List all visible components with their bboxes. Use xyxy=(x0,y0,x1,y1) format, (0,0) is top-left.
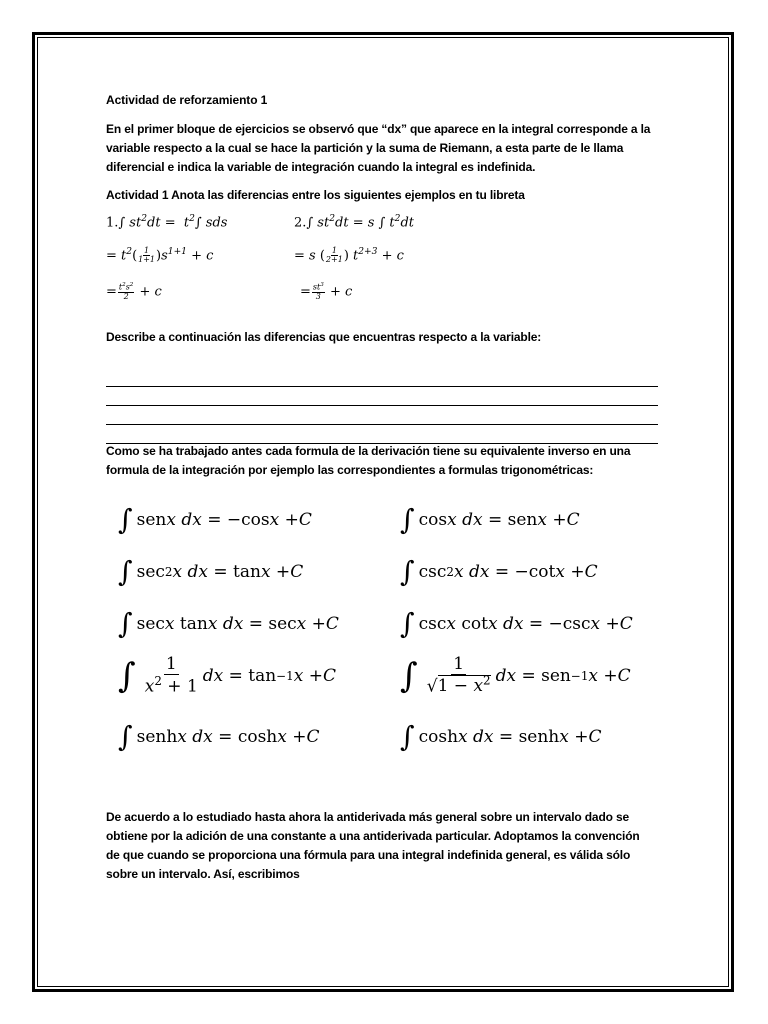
intro-line-3: diferencial e indica la variable de integración cuando la integral es indefinida. xyxy=(106,160,536,174)
formula-sec-tan: ∫ sec x tan x dx = sec x + C xyxy=(118,607,339,640)
formula-arctan: ∫ $\frac{1}{x^2 + 1}$ dx = tan −1 x + C xyxy=(118,654,337,697)
answer-lines xyxy=(106,368,658,444)
closing-line-4: sobre un intervalo. Así, escribimos xyxy=(106,867,300,881)
activity-prompt: Actividad 1 Anota las diferencias entre los siguientes ejemplos en tu libreta xyxy=(106,188,525,202)
intro-line-2: variable respecto a la cual se hace la partición y la suma de Riemann, a esta parte de le llama xyxy=(106,141,624,155)
example-1-line-2: = $t^2$( $\frac{1}{1+1}$ )$s^{1+1} + c$ xyxy=(106,246,214,265)
example-2-line-3: = $\frac{st^3}{3}$ + c xyxy=(300,282,353,302)
example-1-label: 1. xyxy=(106,215,119,231)
trig-paragraph xyxy=(106,442,666,480)
closing-line-2: obtiene por la adición de una constante a una antiderivada particular. Adoptamos la convención xyxy=(106,829,640,843)
example-2-line-2: = s ( $\frac{1}{2+1}$ ) $t^{2+3} + c$ xyxy=(294,246,404,265)
closing-line-1: De acuerdo a lo estudiado hasta ahora la antiderivada más general sobre un intervalo dado se xyxy=(106,810,630,824)
answer-line xyxy=(106,406,658,425)
closing-paragraph xyxy=(106,808,666,884)
example-1-line-3: = $\frac{t^2s^2}{2}$ + c xyxy=(106,282,162,302)
example-1-line-1: 1.∫ $st^2dt = t^2\int$ sds xyxy=(106,214,228,231)
intro-line-1: En el primer bloque de ejercicios se observó que “dx” que aparece en la integral corresponde a la xyxy=(106,122,651,136)
formula-cosh: ∫ cosh x dx = senh x + C xyxy=(400,720,602,753)
example-2-line-1: 2.∫ $st^2dt = s$ ∫ $t^2dt$ xyxy=(294,214,414,231)
formula-senh: ∫ senh x dx = cosh x + C xyxy=(118,720,320,753)
example-2-label: 2. xyxy=(294,215,307,231)
answer-line xyxy=(106,387,658,406)
formula-arcsen: ∫ $\frac{1}{√1 - x^2}$ dx = sen −1 x + C xyxy=(400,654,631,697)
trig-line-2: formula de la integración por ejemplo las correspondientes a formulas trigonométricas: xyxy=(106,463,594,477)
formula-sec2: ∫ sec 2 x dx = tan x + C xyxy=(118,555,304,588)
activity-heading: Actividad de reforzamiento 1 xyxy=(106,93,268,107)
closing-line-3: de que cuando se proporciona una fórmula para una integral indefinida general, es válida sólo xyxy=(106,848,631,862)
intro-paragraph xyxy=(106,120,666,177)
trig-line-1: Como se ha trabajado antes cada formula de la derivación tiene su equivalente inverso en una xyxy=(106,444,631,458)
formula-sen: ∫ sen x dx = −cos x + C xyxy=(118,503,312,536)
formula-cos: ∫ cos x dx = sen x + C xyxy=(400,503,580,536)
formula-csc-cot: ∫ csc x cot x dx = −csc x + C xyxy=(400,607,633,640)
describe-prompt: Describe a continuación las diferencias que encuentras respecto a la variable: xyxy=(106,330,542,344)
formula-csc2: ∫ csc 2 x dx = −cot x + C xyxy=(400,555,598,588)
answer-line xyxy=(106,368,658,387)
